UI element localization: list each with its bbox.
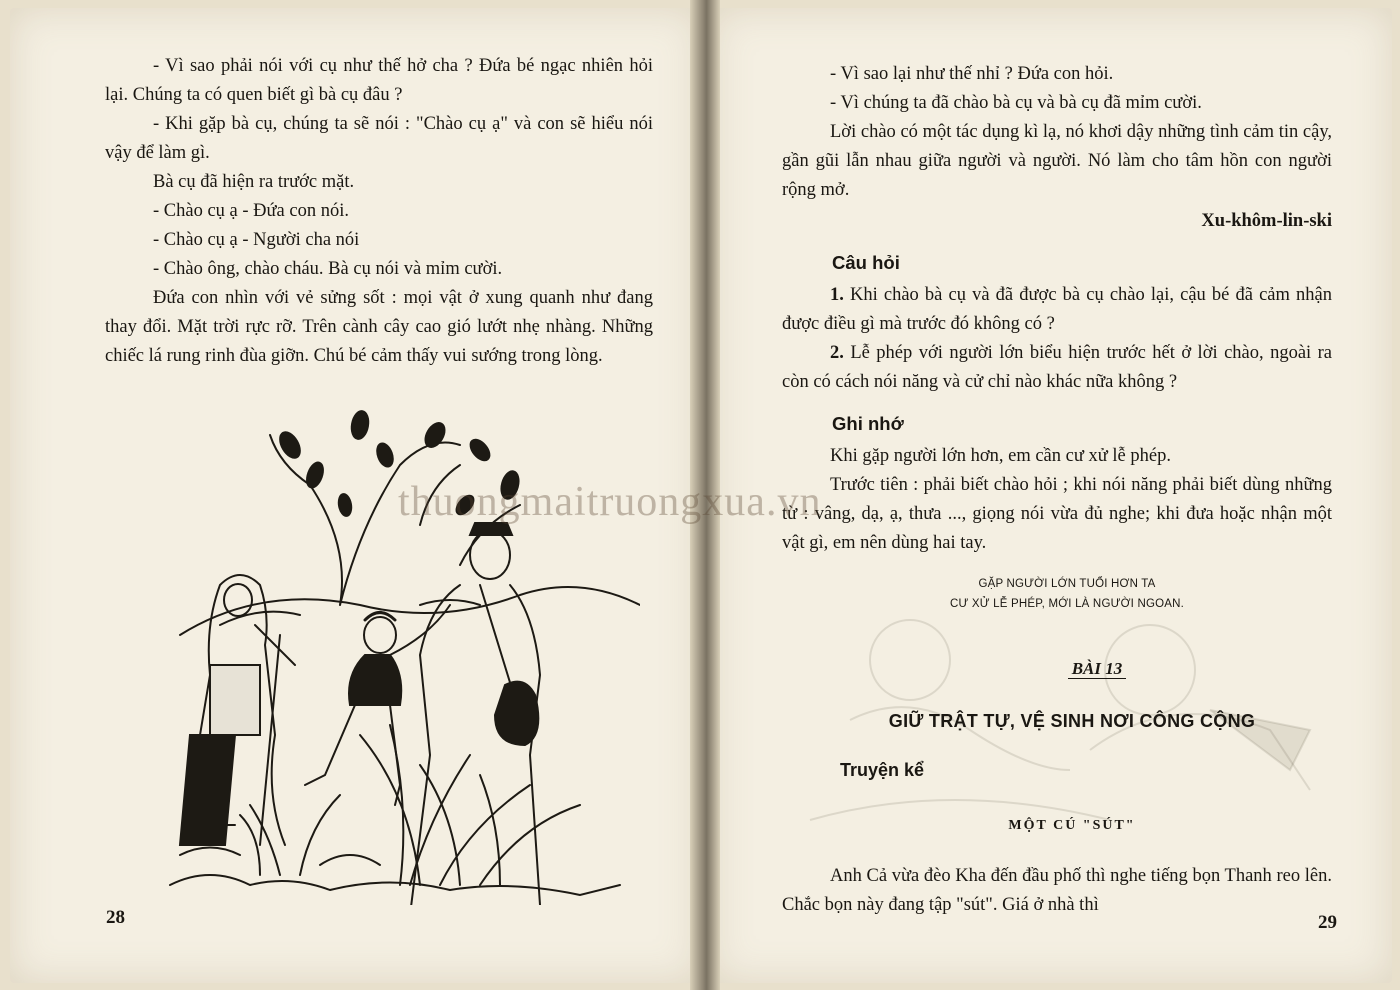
question-number: 2. <box>830 343 844 363</box>
paragraph: - Khi gặp bà cụ, chúng ta sẽ nói : "Chào cụ ạ" và con sẽ hiểu nói vậy để làm gì. <box>105 114 653 163</box>
lesson-title: GIỮ TRẬT TỰ, VỆ SINH NƠI CÔNG CỘNG <box>888 711 1256 731</box>
question-item <box>782 281 1332 339</box>
lesson-number <box>782 654 1332 683</box>
page-number: 28 <box>106 907 125 928</box>
verse-line: GẶP NGƯỜI LỚN TUỔI HƠN TA <box>978 578 1156 590</box>
paragraph: Lời chào có một tác dụng kì lạ, nó khơi dậy những tình cảm tin cậy, gần gũi lẫn nhau giữa người và người. Nó làm cho tâm hồn con người rộng mở. <box>782 122 1332 200</box>
story-label: Truyện kể <box>840 760 925 780</box>
dialogue-line: - Vì chúng ta đã chào bà cụ và bà cụ đã mỉm cười. <box>830 93 1202 113</box>
question-item <box>782 339 1332 397</box>
story-title: MỘT CÚ "SÚT" <box>1008 818 1136 833</box>
remember-paragraph: Trước tiên : phải biết chào hỏi ; khi nói năng phải biết dùng những từ : vâng, dạ, ạ, thưa ..., giọng nói vừa đủ nghe; khi đưa hoặc nhận một vật gì, em nên dùng hai tay. <box>782 475 1332 553</box>
question-text: Khi chào bà cụ và đã được bà cụ chào lại, cậu bé đã cảm nhận được điều gì mà trước đó không có ? <box>782 285 1332 334</box>
question-text: Lễ phép với người lớn biểu hiện trước hết ở lời chào, ngoài ra còn có cách nói năng và cử chỉ nào khác nữa không ? <box>782 343 1333 392</box>
verse-line: CƯ XỬ LỄ PHÉP, MỚI LÀ NGƯỜI NGOAN. <box>949 598 1185 610</box>
dialogue-line: - Chào ông, chào cháu. Bà cụ nói và mỉm cười. <box>153 259 503 279</box>
dialogue-line: - Chào cụ ạ - Người cha nói <box>153 230 360 250</box>
page-number: 29 <box>1318 912 1337 933</box>
watermark: thuongmaitruongxua.vn <box>398 479 822 525</box>
paragraph: Đứa con nhìn với vẻ sửng sốt : mọi vật ở xung quanh như đang thay đổi. Mặt trời rực rỡ. Trên cành cây cao gió lướt nhẹ nhàng. Những chiếc lá rung rinh đùa giỡn. Chú bé cảm thấy vui sướng trong lòng. <box>105 288 653 366</box>
paragraph: - Vì sao phải nói với cụ như thế hở cha ? Đứa bé ngạc nhiên hỏi lại. Chúng ta có quen biết gì bà cụ đâu ? <box>105 56 653 105</box>
remember-heading: Ghi nhớ <box>832 413 904 434</box>
remember-paragraph: Khi gặp người lớn hơn, em cần cư xử lễ phép. <box>830 446 1171 466</box>
story-text: Anh Cả vừa đèo Kha đến đầu phố thì nghe tiếng bọn Thanh reo lên. Chắc bọn này đang tập "sút". Giá ở nhà thì <box>782 866 1332 915</box>
verse <box>782 574 1332 614</box>
question-number: 1. <box>830 285 844 305</box>
lesson-number-text: BÀI 13 <box>1068 659 1127 679</box>
dialogue-line: - Chào cụ ạ - Đứa con nói. <box>153 201 349 221</box>
paragraph: Bà cụ đã hiện ra trước mặt. <box>153 172 355 192</box>
left-page-text <box>105 52 653 371</box>
dialogue-line: - Vì sao lại như thế nhỉ ? Đứa con hỏi. <box>830 64 1114 84</box>
author-name: Xu-khôm-lin-ski <box>1201 211 1332 231</box>
questions-heading: Câu hỏi <box>832 252 900 273</box>
